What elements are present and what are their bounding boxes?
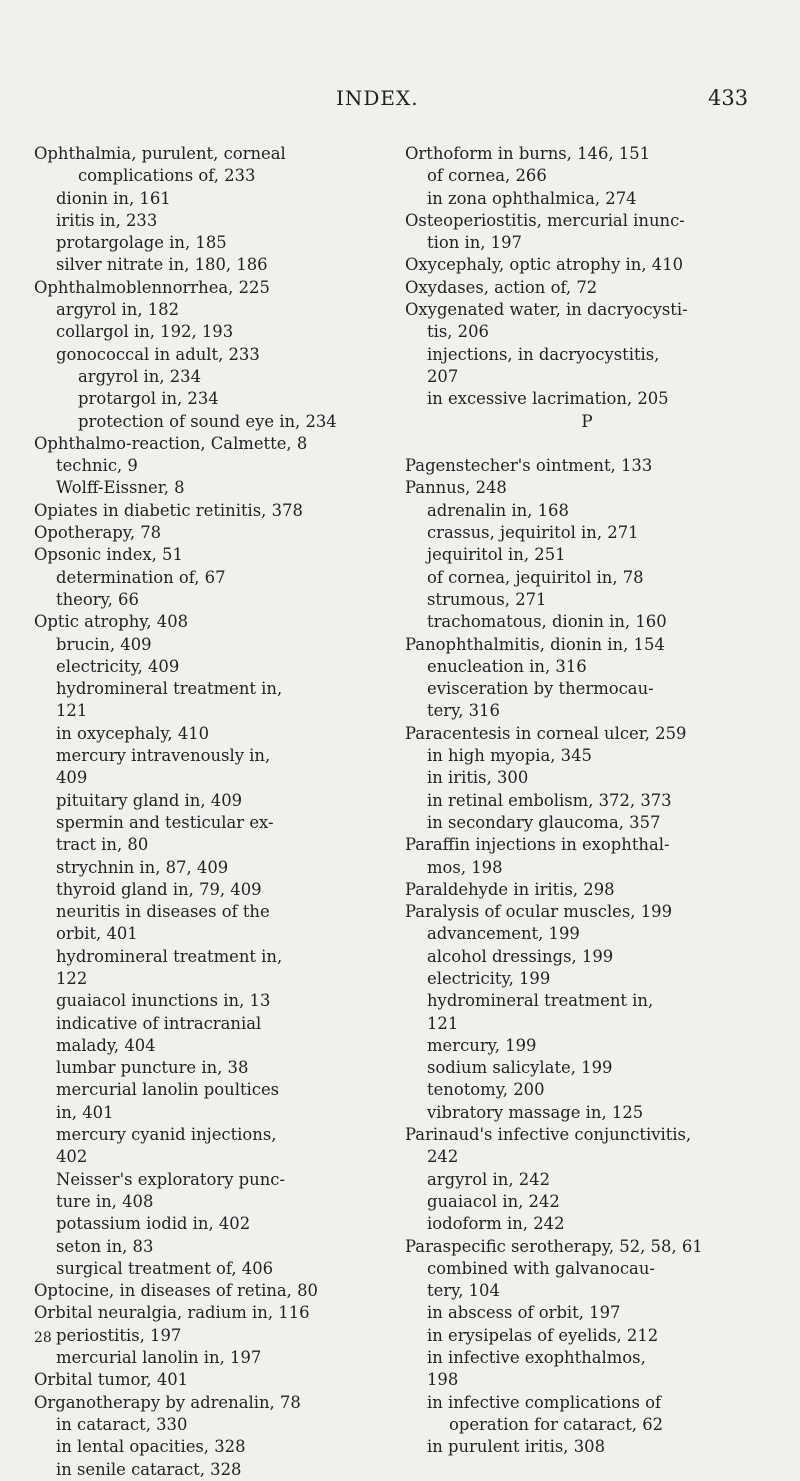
index-subentry: guaiacol in, 242 [427, 1191, 560, 1211]
index-subentry: protargol in, 234 [78, 389, 219, 409]
index-subentry: mercurial lanolin poultices [56, 1080, 280, 1100]
index-subentry: silver nitrate in, 180, 186 [56, 255, 268, 275]
index-column-left [34, 143, 396, 1481]
index-entry: Optic atrophy, 408 [34, 612, 189, 632]
index-entry [405, 433, 769, 455]
index-subentry: jequiritol in, 251 [427, 545, 566, 565]
index-subentry: crassus, jequiritol in, 271 [427, 523, 639, 543]
page-number: 433 [708, 86, 749, 110]
index-entry: Paracentesis in corneal ulcer, 259 [405, 723, 687, 743]
index-subentry: gonococcal in adult, 233 [56, 344, 260, 364]
index-subentry: 402 [56, 1147, 88, 1167]
index-subentry: Neisser's exploratory punc- [56, 1169, 286, 1189]
index-subentry: malady, 404 [56, 1035, 156, 1055]
index-subentry: injections, in dacryocystitis, [427, 344, 660, 364]
index-subentry: 121 [56, 701, 88, 721]
index-subentry: mercury intravenously in, [56, 746, 271, 766]
index-entry: Organotherapy by adrenalin, 78 [34, 1392, 301, 1412]
index-entry: Pannus, 248 [405, 478, 507, 498]
index-subentry: operation for cataract, 62 [449, 1414, 664, 1434]
running-title: INDEX. [336, 86, 419, 110]
index-entry: Panophthalmitis, dionin in, 154 [405, 634, 665, 654]
index-subentry: 122 [56, 968, 88, 988]
index-subentry: hydromineral treatment in, [56, 946, 283, 966]
index-entry: Oxycephaly, optic atrophy in, 410 [405, 255, 684, 275]
index-subentry: collargol in, 192, 193 [56, 322, 234, 342]
index-subentry: tract in, 80 [56, 835, 149, 855]
index-subentry: neuritis in diseases of the [56, 902, 270, 922]
index-entry: Ophthalmo-reaction, Calmette, 8 [34, 433, 308, 453]
index-subentry: of cornea, 266 [427, 166, 547, 186]
index-subentry: in, 401 [56, 1102, 114, 1122]
index-subentry: argyrol in, 242 [427, 1169, 551, 1189]
index-subentry: in iritis, 300 [427, 768, 529, 788]
index-subentry: periostitis, 197 [56, 1325, 182, 1345]
index-subentry: 242 [427, 1147, 459, 1167]
index-subentry: tery, 316 [427, 701, 500, 721]
index-entry: Paraldehyde in iritis, 298 [405, 879, 615, 899]
index-column-right [405, 143, 769, 1459]
index-subentry: indicative of intracranial [56, 1013, 262, 1033]
index-subentry: ture in, 408 [56, 1191, 154, 1211]
index-entry: Optocine, in diseases of retina, 80 [34, 1281, 318, 1301]
index-subentry: in oxycephaly, 410 [56, 723, 210, 743]
index-subentry: in excessive lacrimation, 205 [427, 389, 669, 409]
index-subentry: iritis in, 233 [56, 210, 158, 230]
index-subentry: tion in, 197 [427, 233, 522, 253]
index-entry: Paraspecific serotherapy, 52, 58, 61 [405, 1236, 703, 1256]
index-subentry: in cataract, 330 [56, 1414, 188, 1434]
index-subentry: evisceration by thermocau- [427, 679, 654, 699]
index-subentry: brucin, 409 [56, 634, 152, 654]
index-entry: Ophthalmoblennorrhea, 225 [34, 277, 270, 297]
index-entry: Opotherapy, 78 [34, 523, 162, 543]
index-subentry: protargolage in, 185 [56, 233, 227, 253]
index-subentry: argyrol in, 182 [56, 300, 180, 320]
index-entry: Orbital tumor, 401 [34, 1370, 189, 1390]
index-subentry: advancement, 199 [427, 924, 580, 944]
index-subentry: determination of, 67 [56, 567, 226, 587]
index-subentry: strumous, 271 [427, 589, 547, 609]
index-entry: Ophthalmia, purulent, corneal [34, 144, 286, 163]
index-subentry: enucleation in, 316 [427, 656, 587, 676]
index-entry: Paraffin injections in exophthal- [405, 835, 670, 855]
index-subentry: mos, 198 [427, 857, 503, 877]
index-subentry: argyrol in, 234 [78, 366, 202, 386]
index-subentry: trachomatous, dionin in, 160 [427, 612, 667, 632]
index-subentry: in purulent iritis, 308 [427, 1437, 606, 1457]
index-subentry: surgical treatment of, 406 [56, 1258, 274, 1278]
index-subentry: tis, 206 [427, 322, 489, 342]
index-subentry: seton in, 83 [56, 1236, 154, 1256]
page-header [0, 86, 800, 116]
index-subentry: 121 [427, 1013, 459, 1033]
index-entry: Opiates in diabetic retinitis, 378 [34, 500, 303, 520]
index-subentry: mercury cyanid injections, [56, 1125, 277, 1145]
index-subentry: in secondary glaucoma, 357 [427, 812, 661, 832]
index-subentry: guaiacol inunctions in, 13 [56, 991, 271, 1011]
index-subentry: complications of, 233 [78, 166, 256, 186]
index-subentry: in infective exophthalmos, [427, 1348, 646, 1368]
index-subentry: of cornea, jequiritol in, 78 [427, 567, 644, 587]
index-subentry: thyroid gland in, 79, 409 [56, 879, 262, 899]
index-entry: Parinaud's infective conjunctivitis, [405, 1125, 692, 1145]
index-entry: Oxydases, action of, 72 [405, 277, 598, 297]
index-subentry: orbit, 401 [56, 924, 138, 944]
index-subentry: 207 [427, 366, 459, 386]
index-entry: Opsonic index, 51 [34, 545, 183, 565]
index-subentry: hydromineral treatment in, [56, 679, 283, 699]
index-subentry: in senile cataract, 328 [56, 1459, 242, 1479]
signature-mark: 28 [34, 1330, 52, 1346]
index-subentry: pituitary gland in, 409 [56, 790, 243, 810]
index-subentry: mercury, 199 [427, 1035, 537, 1055]
index-subentry: tery, 104 [427, 1281, 500, 1301]
index-subentry: protection of sound eye in, 234 [78, 411, 337, 431]
index-subentry: mercurial lanolin in, 197 [56, 1348, 262, 1368]
index-subentry: in zona ophthalmica, 274 [427, 188, 637, 208]
index-subentry: 409 [56, 768, 88, 788]
index-entry: Oxygenated water, in dacryocysti- [405, 300, 688, 320]
index-subentry: in high myopia, 345 [427, 746, 592, 766]
index-subentry: spermin and testicular ex- [56, 812, 274, 832]
index-subentry: hydromineral treatment in, [427, 991, 654, 1011]
index-subentry: potassium iodid in, 402 [56, 1214, 251, 1234]
index-subentry: lumbar puncture in, 38 [56, 1058, 249, 1078]
index-subentry: in erysipelas of eyelids, 212 [427, 1325, 659, 1345]
index-subentry: in lental opacities, 328 [56, 1437, 246, 1457]
index-subentry: combined with galvanocau- [427, 1258, 655, 1278]
index-subentry: technic, 9 [56, 456, 138, 476]
index-subentry: alcohol dressings, 199 [427, 946, 614, 966]
index-subentry: Wolff-Eissner, 8 [56, 478, 185, 498]
index-subentry: iodoform in, 242 [427, 1214, 565, 1234]
index-subentry: tenotomy, 200 [427, 1080, 545, 1100]
index-subentry: 198 [427, 1370, 459, 1390]
index-subentry: in abscess of orbit, 197 [427, 1303, 621, 1323]
index-subentry: in retinal embolism, 372, 373 [427, 790, 672, 810]
index-subentry: in infective complications of [427, 1392, 662, 1412]
index-subentry: sodium salicylate, 199 [427, 1058, 613, 1078]
index-subentry: strychnin in, 87, 409 [56, 857, 229, 877]
index-subentry: theory, 66 [56, 589, 139, 609]
index-entry: Paralysis of ocular muscles, 199 [405, 902, 673, 922]
section-letter: P [581, 411, 593, 432]
index-subentry: dionin in, 161 [56, 188, 171, 208]
index-subentry: adrenalin in, 168 [427, 500, 569, 520]
index-subentry: electricity, 199 [427, 968, 551, 988]
index-subentry: vibratory massage in, 125 [427, 1102, 644, 1122]
index-entry: Osteoperiostitis, mercurial inunc- [405, 210, 685, 230]
index-entry: Pagenstecher's ointment, 133 [405, 456, 653, 476]
index-entry: Orbital neuralgia, radium in, 116 [34, 1303, 310, 1323]
index-entry: Orthoform in burns, 146, 151 [405, 144, 651, 163]
index-subentry: electricity, 409 [56, 656, 180, 676]
